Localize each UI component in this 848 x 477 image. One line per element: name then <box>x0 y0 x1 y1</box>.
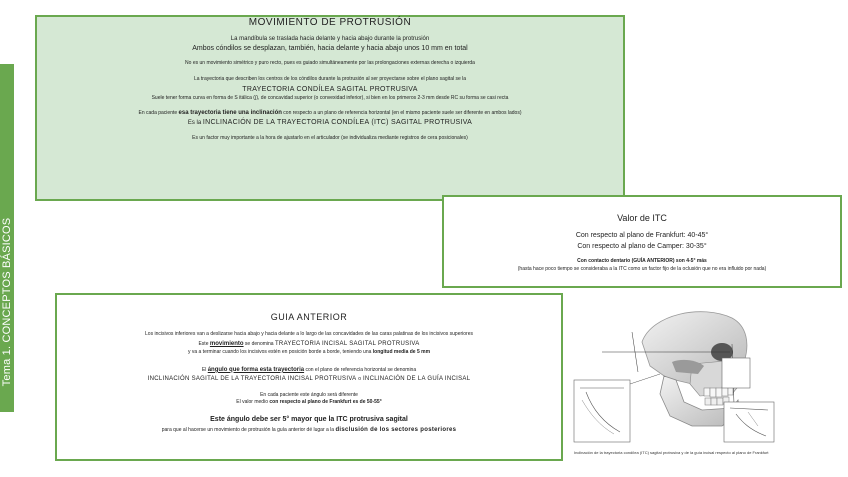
protrusion-line-6: Suele tener forma curva en forma de S itálica (∫), de concavidad superior (o convexidad inferior), si bien en los primeros 2-3 mm desde RC su forma se casi recta <box>151 94 509 101</box>
protrusion-line-7a: En cada paciente <box>138 109 179 116</box>
itc-line-3: Con contacto dentario (GUÍA ANTERIOR) son 4-5° más <box>577 258 707 265</box>
protrusion-line-7c: con respecto a un plano de referencia horizontal (en el mismo paciente suele ser diferente en ambos lados) <box>281 109 522 116</box>
guia-line-6: En cada paciente este ángulo será diferente <box>260 391 358 398</box>
guia-line-7 <box>57 400 561 406</box>
guia-box <box>55 293 563 461</box>
guia-line-5c: INCLINACIÓN DE LA GUÍA INCISAL <box>362 375 471 382</box>
guia-line-2a: Este <box>198 341 210 348</box>
sidebar-label: Tema 1. CONCEPTOS BÁSICOS <box>1 217 13 387</box>
protrusion-line-1: La mandíbula se traslada hacia delante y hacia abajo durante la protrusión <box>230 35 430 42</box>
protrusion-line-8 <box>37 119 623 127</box>
guia-line-3a: y va a terminar cuando los incisivos estén en posición borde a borde, teniendo una <box>187 348 373 355</box>
guia-line-8: Este ángulo debe ser 5° mayor que la ITC protrusiva sagital <box>210 416 408 424</box>
itc-title: Valor de ITC <box>617 213 667 223</box>
guia-line-7a: El valor medio <box>236 399 270 406</box>
guia-line-9a: para que al hacerse un movimiento de protrusión la guía anterior dé lugar a la <box>161 427 336 434</box>
guia-line-2d: TRAYECTORIA INCISAL SAGITAL PROTRUSIVA <box>274 341 420 348</box>
guia-line-9 <box>57 427 561 434</box>
protrusion-line-8a: Es la <box>187 119 203 126</box>
guia-line-3b: longitud media de 5 mm <box>372 348 431 355</box>
protrusion-line-7 <box>37 110 623 117</box>
protrusion-line-4: La trayectoria que describen los centros de los cóndilos durante la protrusión al ser proyectarse sobre el plano sagital se la <box>193 76 467 83</box>
itc-box <box>442 195 842 288</box>
guia-line-1: Los incisivos inferiores van a deslizarse hacia abajo y hacia delante a lo largo de las concavidades de las caras palatinas de los incisivos superiores <box>145 331 473 338</box>
guia-line-5a: INCLINACIÓN SAGITAL DE LA TRAYECTORIA INCISAL PROTRUSIVA <box>147 375 357 382</box>
itc-line-4: (hasta hace poco tiempo se consideraba a la ITC como un factor fijo de la oclusión que no era influido por nada) <box>517 266 767 273</box>
guia-line-5 <box>57 376 561 383</box>
protrusion-box <box>35 15 625 201</box>
guia-line-2c: se denomina <box>243 341 275 348</box>
protrusion-line-8b: INCLINACIÓN DE LA TRAYECTORIA CONDÍLEA (ITC) SAGITAL PROTRUSIVA <box>202 118 473 126</box>
guia-line-9b: disclusión de los sectores posteriores <box>335 427 457 434</box>
sidebar-bar <box>0 64 14 412</box>
protrusion-line-2: Ambos cóndilos se desplazan, también, hacia delante y hacia abajo unos 10 mm en total <box>192 45 468 53</box>
itc-line-1: Con respecto al plano de Frankfurt: 40-45° <box>575 232 709 240</box>
guia-line-2b: movimiento <box>209 341 244 348</box>
protrusion-line-7b: esa trayectoria tiene una inclinación <box>178 109 282 116</box>
itc-line-2: Con respecto al plano de Camper: 30-35° <box>577 243 707 251</box>
guia-title: GUIA ANTERIOR <box>270 312 348 322</box>
guia-line-5b: o <box>356 375 363 382</box>
guia-line-2 <box>57 341 561 348</box>
protrusion-title: MOVIMIENTO DE PROTRUSIÓN <box>248 17 412 28</box>
guia-line-7b: con respecto al plano de Frankfurt es de 50-55° <box>269 399 382 406</box>
guia-line-4 <box>57 367 561 374</box>
guia-line-4b: ángulo que forma esta trayectoria <box>207 366 305 373</box>
protrusion-line-9: Es un factor muy importante a la hora de ajustarlo en el articulador (se individualiza mediante registros de cera posicionales) <box>192 134 468 141</box>
guia-line-4c: con el plano de referencia horizontal se denomina <box>304 366 417 373</box>
guia-line-3 <box>57 350 561 356</box>
guia-line-4a: El <box>201 366 208 373</box>
protrusion-line-3: No es un movimiento simétrico y puro recto, pues es guiado simultáneamente por las prolongaciones externas derecha o izquierda <box>185 60 475 67</box>
protrusion-line-5: TRAYECTORIA CONDÍLEA SAGITAL PROTRUSIVA <box>242 85 418 93</box>
figure-caption: Inclinación de la trayectoria condílea (ITC) sagital protrusiva y de la guía incisal respecto al plano de Frankfurt <box>574 450 769 455</box>
skull-illustration <box>572 304 844 446</box>
